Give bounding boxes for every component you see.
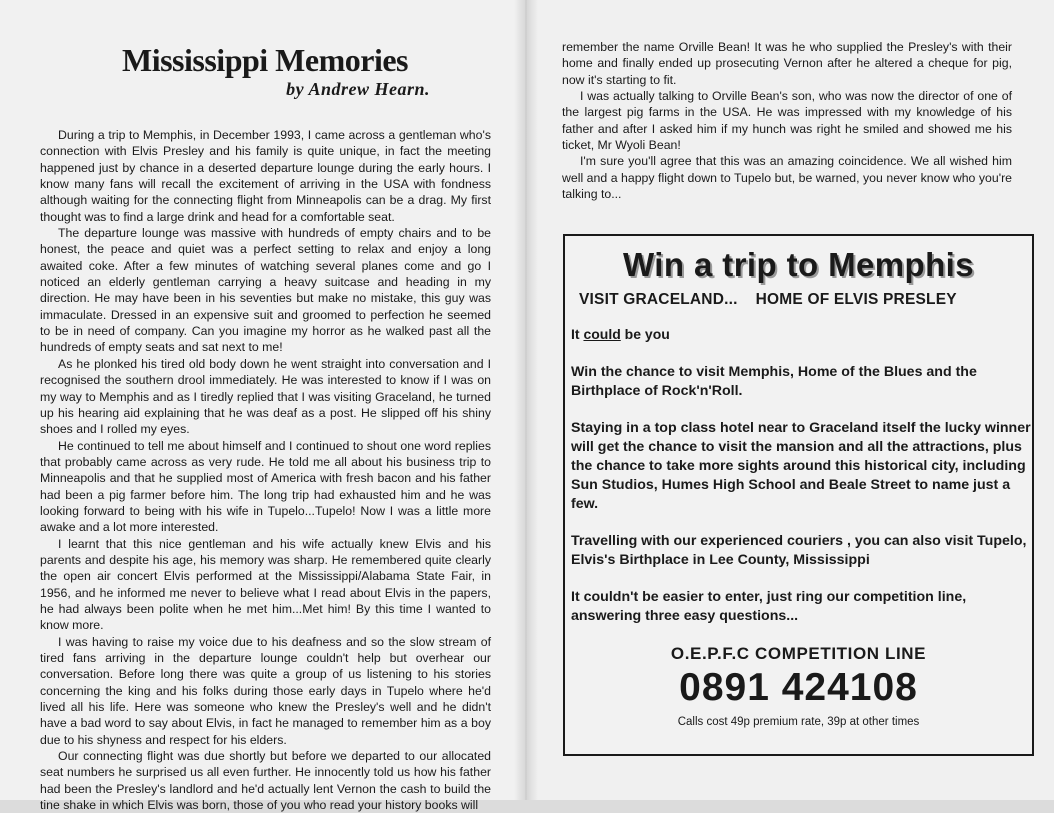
article-paragraph: During a trip to Memphis, in December 1993, I came across a gentleman who's connection with Elvis Presley and his family is quite unique, in fact the meeting happened just by chance in a deserted departure lounge during the early hours. I know many fans will recall the excitement of arriving in the USA with fondness although waiting for the connecting flight from Minneapolis can be a drag. My first thought was to find a large drink and head for a comfortable seat.	[40, 128, 491, 224]
advert-paragraph: Win the chance to visit Memphis, Home of the Blues and the Birthplace of Rock'n'Roll.	[571, 364, 977, 399]
left-page	[0, 0, 526, 813]
advert-paragraph: Travelling with our experienced couriers , you can also visit Tupelo, Elvis's Birthplace in Lee County, Mississippi	[571, 533, 1027, 568]
article-paragraph: I was having to raise my voice due to his deafness and so the slow stream of tired fans arriving in the departure lounge couldn't help but overhear our conversation. Before long there was quite a group of us listening to his stories concerning the king and his folks during those early days in Tupelo where he'd lived all his life. Here was someone who knew the Presley's well and he didn't have a bad word to say about Elvis, in fact he managed to remember him as a boy due to his shyness and respect for his elders.	[40, 634, 491, 747]
article-paragraph: The departure lounge was massive with hundreds of empty chairs and to be honest, the peace and quiet was a perfect setting to relax and enjoy a long awaited coke. After a few minutes of watching several planes come and go I noticed an elderly gentleman carrying a heavy suitcase and heading in my direction. He may have been in his seventies but make no mistake, this guy was immaculate. Dressed in an expensive suit and groomed to perfection he seemed to be in need of company. Can you imagine my horror as he walked past all the hundreds of empty seats and sat next to me!	[40, 226, 491, 355]
advert-lead	[571, 326, 670, 342]
call-cost-note: Calls cost 49p premium rate, 39p at other times	[677, 716, 920, 728]
advert-paragraph: It couldn't be easier to enter, just ring our competition line, answering three easy questions...	[571, 589, 967, 624]
article-byline: by Andrew Hearn.	[286, 79, 430, 99]
article-paragraph: He continued to tell me about himself and I continued to shout one word replies that probably came across as very rude. He told me all about his business trip to Minneapolis and that he supplied most of America with fresh bacon and his father had been a pig farmer before him. The long trip had exhausted him and he was looking forward to being with his wife in Tupelo...Tupelo! Now I was a little more awake and a lot more interested.	[40, 438, 491, 535]
article-paragraph: I learnt that this nice gentleman and his wife actually knew Elvis and his parents and despite his age, his memory was sharp. He remembered quite clearly the open air concert Elvis performed at the Mississippi/Alabama State Fair, in 1956, and he informed me never to believe what I read about Elvis in the papers, he had always been polite when he met him...Met him! By this time I wanted to know more.	[40, 536, 491, 633]
page-gutter	[514, 0, 538, 800]
competition-line-title: O.E.P.F.C COMPETITION LINE	[670, 644, 927, 663]
advert-subheadline: VISIT GRACELAND... HOME OF ELVIS PRESLEY	[579, 291, 957, 308]
article-title: Mississippi Memories	[122, 42, 408, 78]
article-paragraph: remember the name Orville Bean! It was he who supplied the Presley's with their home and finally ended up prosecuting Vernon after he altered a cheque for pig, now it's starting to fit.	[562, 40, 1012, 87]
advert-lead-suffix: be you	[620, 326, 670, 342]
article-paragraph: I'm sure you'll agree that this was an amazing coincidence. We all wished him well and a happy flight down to Tupelo but, be warned, you never know who you're talking to...	[562, 154, 1012, 202]
advert-headline: Win a trip to Memphis	[623, 246, 974, 283]
advert-paragraph: Staying in a top class hotel near to Graceland itself the lucky winner will get the chance to visit the mansion and all the attractions, plus the chance to take more sights around this historical city, including Sun Studios, Humes High School and Beale Street to name just a few.	[571, 420, 1031, 512]
competition-phone-number: 0891 424108	[679, 666, 918, 709]
article-paragraph: Our connecting flight was due shortly but before we departed to our allocated seat numbers he surprised us all even further. He innocently told us how his father had been the Presley's landlord and he'd actually lent Vernon the cash to build the tine shake in which Elvis was born, those of you who read your history books will	[40, 749, 491, 813]
advert-lead-prefix: It	[571, 326, 584, 342]
article-paragraph: As he plonked his tired old body down he went straight into conversation and I recognised the southern drool immediately. He was interested to know if I was on my way to Memphis and as I tiredly replied that I was visiting Graceland, he turned up his hearing aid explaining that he was deaf as a post. He slipped off his shiny shoes and I rolled my eyes.	[40, 356, 491, 437]
article-body	[40, 127, 491, 813]
article-paragraph: I was actually talking to Orville Bean's son, who was now the director of one of the largest pig farms in the USA. He was impressed with my knowledge of his father and after I asked him if my hunch was right he smiled and showed me his ticket, Mr Wyoli Bean!	[562, 89, 1012, 153]
competition-advert	[563, 234, 1034, 756]
advert-lead-emphasis: could	[583, 326, 621, 342]
article-continuation	[562, 39, 1012, 202]
